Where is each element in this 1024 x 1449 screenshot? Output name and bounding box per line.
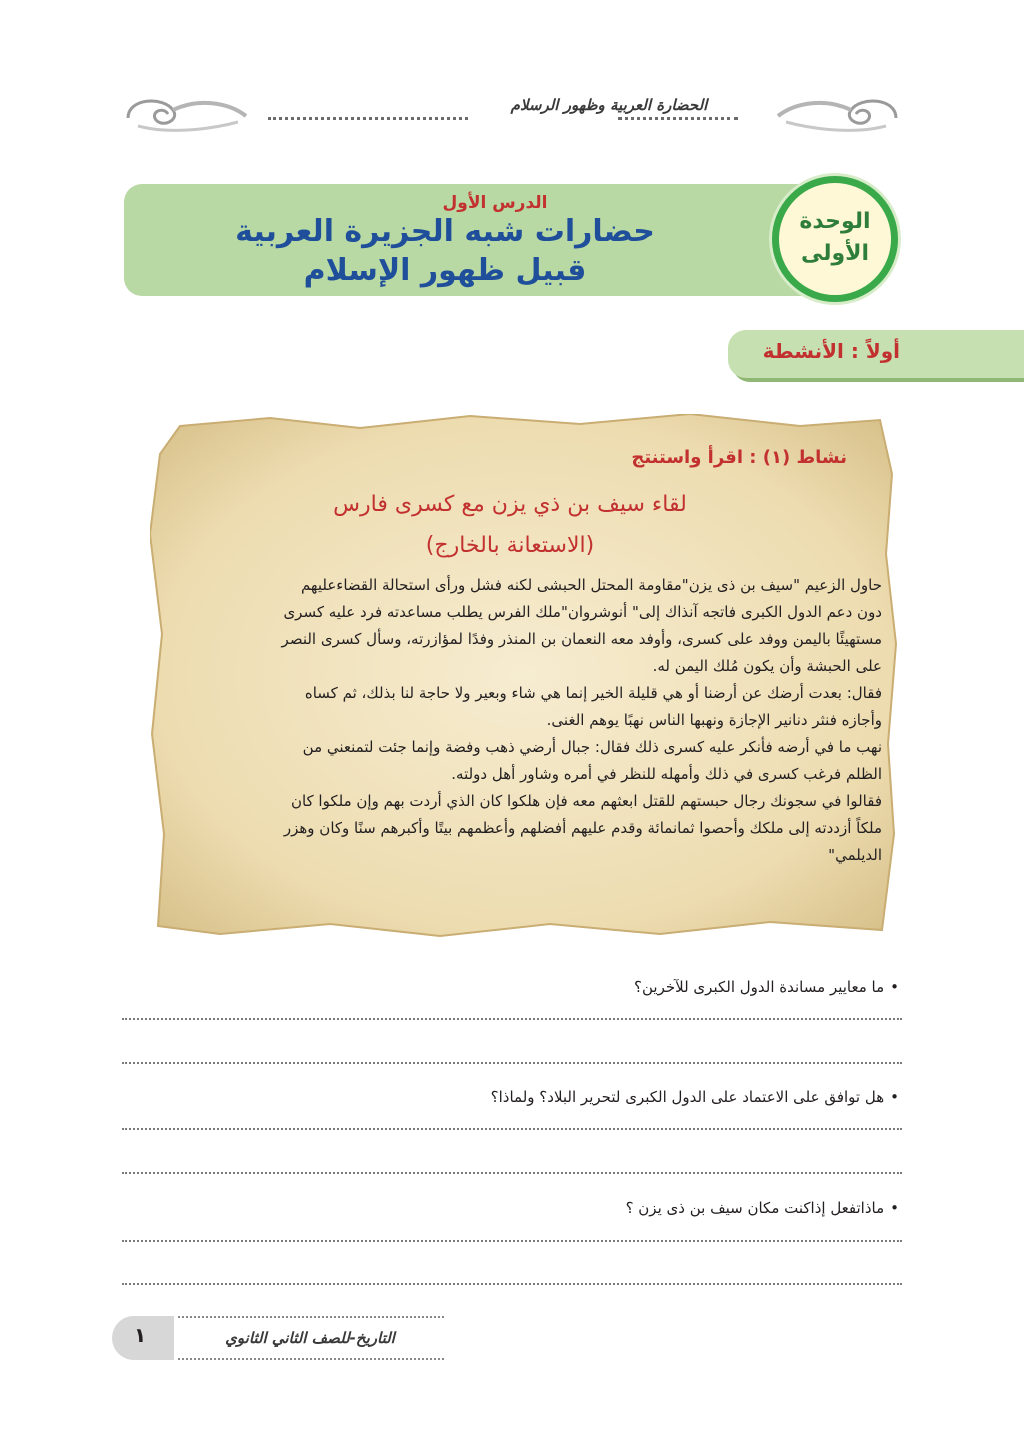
- lesson-label: الدرس الأول: [442, 193, 548, 213]
- section-title: أولاً : الأنشطة: [762, 339, 900, 363]
- running-title: الحضارة العربية وظهور الرسلام: [510, 96, 708, 114]
- answer-line[interactable]: [122, 1128, 902, 1130]
- answer-line[interactable]: [122, 1062, 902, 1064]
- story-line: حاول الزعيم "سيف بن ذى يزن"مقاومة المحتل الحبشى لكنه فشل ورأى استحالة القضاءعليهم: [300, 576, 882, 594]
- activity-title: نشاط (١) : اقرأ واستنتج: [631, 447, 847, 468]
- answer-line[interactable]: [122, 1172, 902, 1174]
- lesson-title-line2: قبيل ظهور الإسلام: [303, 253, 587, 288]
- unit-label-line2: الأولى: [800, 241, 870, 266]
- story-line: دون دعم الدول الكبرى فاتجه آنذاك إلى" أنوشروان"ملك الفرس يطلب مساعدته فرد عليه كسرى: [283, 603, 882, 621]
- running-header: [118, 88, 906, 138]
- story-body: [170, 572, 882, 869]
- answer-line[interactable]: [122, 1283, 902, 1285]
- unit-badge: [772, 176, 898, 302]
- story-subtitle: (الاستعانة بالخارج): [425, 533, 595, 558]
- footer-dots-bottom: [178, 1358, 444, 1360]
- footer-book-title: التاريخ-للصف الثاني الثانوي: [225, 1329, 395, 1347]
- question-2-text: هل توافق على الاعتماد على الدول الكبرى لتحرير البلاد؟ ولماذا؟: [490, 1088, 885, 1106]
- story-line: فقالوا في سجونك رجال حبستهم للقتل ابعثهم معه فإن هلكوا كان الذي أردت بهم وإن ملكوا كان: [290, 792, 882, 810]
- story-line: وأجازه فنثر دنانير الإجازة ونهبها الناس نهبًا يوهم الغنى.: [546, 711, 882, 729]
- question-2: [491, 1088, 899, 1106]
- header-dots-right: [618, 117, 738, 120]
- question-3: [626, 1199, 899, 1217]
- section-tab: [728, 330, 1024, 378]
- page-number: ١: [134, 1323, 147, 1347]
- question-3-text: ماذاتفعل إذاكنت مكان سيف بن ذى يزن ؟: [625, 1199, 885, 1217]
- answer-line[interactable]: [122, 1018, 902, 1020]
- lesson-title-line1: حضارات شبه الجزيرة العربية: [235, 214, 655, 249]
- page-number-tab: [112, 1316, 174, 1360]
- bullet-icon: •: [890, 1088, 899, 1106]
- unit-label-line1: الوحدة: [799, 209, 871, 234]
- footer-dots-top: [178, 1316, 444, 1318]
- story-title: لقاء سيف بن ذي يزن مع كسرى فارس: [333, 492, 687, 517]
- story-line: نهب ما في أرضه فأنكر عليه كسرى ذلك فقال: جبال أرضي ذهب وفضة وإنما جئت لتمنعني من: [302, 738, 882, 756]
- header-dots-left: [268, 117, 468, 120]
- answer-line[interactable]: [122, 1240, 902, 1242]
- bullet-icon: •: [890, 978, 899, 996]
- story-line: ملكاً أزددته إلى ملكك وأحصوا ثمانمائة وقدم عليهم أفضلهم وأعظمهم بيتًا وأكبرهم سنًا وكان وهزر: [283, 819, 882, 837]
- story-line: على الحبشة وأن يكون مُلك اليمن له.: [652, 657, 882, 675]
- right-ornament-icon: [774, 88, 906, 138]
- story-line: فقال: بعدت أرضك عن أرضنا أو هي قليلة الخير إنما هي شاء وبعير ولا حاجة لنا بذلك، ثم كساه: [304, 684, 882, 702]
- story-line: الظلم فرغب كسرى في ذلك وأمهله للنظر في أمره وشاور أهل دولته.: [451, 765, 882, 783]
- question-1: [634, 978, 899, 996]
- bullet-icon: •: [890, 1199, 899, 1217]
- story-line: الديلمي": [828, 846, 882, 864]
- question-1-text: ما معايير مساندة الدول الكبرى للآخرين؟: [634, 978, 885, 996]
- story-line: مستهيئًا باليمن ووفد على كسرى، وأوفد معه النعمان بن المنذر وفدًا لمؤازرته، وسأل كسرى النصر: [281, 630, 882, 648]
- left-ornament-icon: [118, 88, 250, 138]
